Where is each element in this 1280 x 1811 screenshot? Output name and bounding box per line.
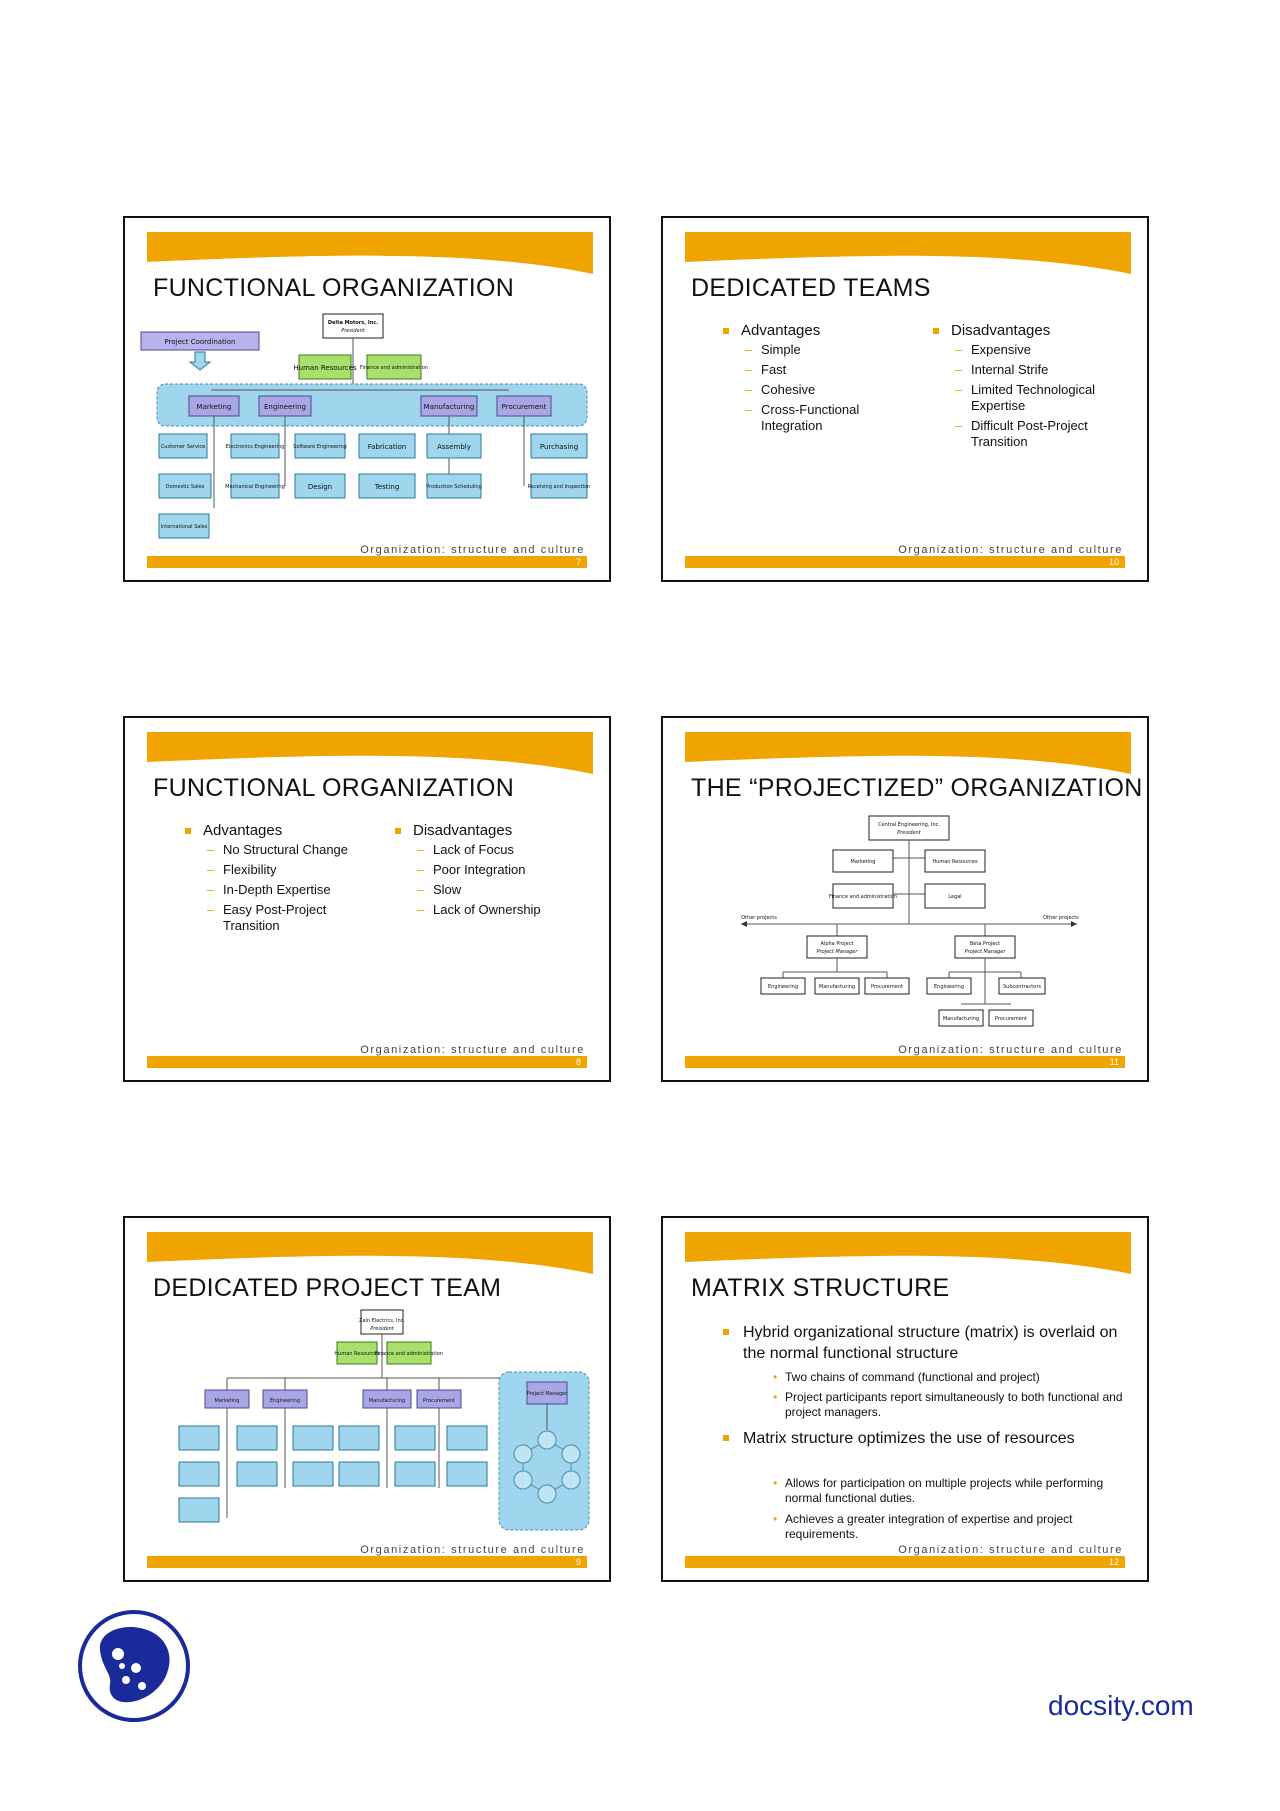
slide-11 [661, 716, 1149, 1082]
disadvantages-heading: Disadvantages [933, 322, 1133, 339]
slide-title: DEDICATED TEAMS [691, 274, 931, 302]
slide-title: DEDICATED PROJECT TEAM [153, 1274, 502, 1302]
unit-domestic-sales: Domestic Sales [165, 484, 205, 490]
other-projects-left: Other projects [741, 915, 777, 921]
alpha-project: Alpha Project [820, 941, 854, 947]
sub-bullet: • Project participants report simultaneously to both functional and project managers. [773, 1390, 1125, 1420]
unit-purchasing: Purchasing [539, 443, 579, 451]
disadvantage-item: – Difficult Post-Project Transition [933, 418, 1133, 450]
alpha-pm-role: Project Manager [816, 949, 858, 955]
org-chart [663, 718, 1149, 1082]
unit-receiving-inspection: Receiving and Inspection [527, 484, 591, 490]
beta-unit-engineering: Engineering [934, 984, 964, 990]
slide-footer: Organization: structure and culture [898, 1044, 1123, 1056]
dept-marketing: Marketing [214, 1398, 240, 1404]
slide-number: 8 [575, 1057, 581, 1067]
beta-unit-manufacturing: Manufacturing [942, 1016, 980, 1022]
slide-footer-bar [147, 1056, 587, 1068]
docsity-logo-icon [78, 1610, 190, 1722]
slide-7 [123, 216, 611, 582]
advantages-heading: Advantages [723, 322, 903, 339]
chart-president-role: President [370, 1326, 394, 1332]
team-member-boxes [179, 1408, 487, 1522]
org-chart [125, 218, 611, 582]
slide-title: MATRIX STRUCTURE [691, 1274, 950, 1302]
chart-staff-finance: Finance and administration [359, 365, 429, 371]
other-projects-right: Other projects [1043, 915, 1079, 921]
advantage-item: – Cross-Functional Integration [723, 402, 903, 434]
slide-footer-bar [685, 1556, 1125, 1568]
docsity-brand-text[interactable]: docsity.com [1048, 1690, 1194, 1721]
slide-footer-bar [147, 556, 587, 568]
chart-sub-units [159, 416, 590, 538]
staff-finance: Finance and administration [828, 894, 898, 900]
chart-president-role: President [341, 328, 365, 334]
dept-engineering: Engineering [270, 1398, 300, 1404]
sub-bullet: • Two chains of command (functional and project) [773, 1370, 1125, 1385]
dept-procurement: Procurement [501, 403, 547, 411]
advantages-column [185, 822, 375, 938]
slide-number: 10 [1108, 557, 1119, 567]
unit-software-engineering: Software Engineering [293, 444, 347, 450]
bullet-hybrid-structure: Hybrid organizational structure (matrix) is overlaid on the normal functional structure [723, 1322, 1133, 1364]
chart-president-role: President [897, 830, 921, 836]
disadvantages-heading: Disadvantages [395, 822, 595, 839]
advantage-item: – Cohesive [723, 382, 903, 398]
disadvantage-item: – Poor Integration [395, 862, 595, 878]
slide-8 [123, 716, 611, 1082]
disadvantage-item: – Slow [395, 882, 595, 898]
beta-pm-role: Project Manager [964, 949, 1006, 955]
disadvantages-column [395, 822, 595, 922]
dept-marketing: Marketing [196, 403, 232, 411]
advantage-item: – No Structural Change [185, 842, 375, 858]
slide-footer: Organization: structure and culture [898, 1544, 1123, 1556]
alpha-unit-manufacturing: Manufacturing [818, 984, 856, 990]
slide-title: THE “PROJECTIZED” ORGANIZATION [691, 774, 1143, 802]
alpha-unit-engineering: Engineering [768, 984, 798, 990]
slide-9 [123, 1216, 611, 1582]
slide-banner [685, 232, 1131, 280]
slide-footer: Organization: structure and culture [360, 1544, 585, 1556]
chart-pm: Project Manager [526, 1391, 568, 1397]
sub-bullet: • Allows for participation on multiple projects while performing normal functional duties. [773, 1476, 1125, 1506]
slide-number: 7 [575, 557, 581, 567]
advantages-heading: Advantages [185, 822, 375, 839]
advantages-column [723, 322, 903, 438]
advantage-item: – Easy Post-Project Transition [185, 902, 375, 934]
unit-mechanical-engineering: Mechanical Engineering [225, 484, 285, 490]
chart-president: Zain Electrics, Inc. [359, 1318, 405, 1324]
slide-number: 12 [1108, 1557, 1119, 1567]
chart-staff-hr: Human Resources [334, 1351, 380, 1357]
slide-footer: Organization: structure and culture [898, 544, 1123, 556]
unit-testing: Testing [374, 483, 400, 491]
unit-assembly: Assembly [437, 443, 471, 451]
unit-production-scheduling: Production Scheduling [426, 484, 482, 490]
advantage-item: – In-Depth Expertise [185, 882, 375, 898]
dept-procurement: Procurement [423, 1398, 455, 1404]
slide-number: 9 [575, 1557, 581, 1567]
dept-manufacturing: Manufacturing [368, 1398, 406, 1404]
staff-marketing: Marketing [850, 859, 876, 865]
slide-footer-bar [147, 1556, 587, 1568]
beta-unit-subcontractors: Subcontractors [1002, 984, 1042, 990]
beta-project: Beta Project [969, 941, 1001, 947]
bullet-matrix-optimizes: Matrix structure optimizes the use of resources [723, 1428, 1103, 1449]
slide-footer-bar [685, 556, 1125, 568]
disadvantages-column [933, 322, 1133, 454]
org-chart [125, 1218, 611, 1582]
disadvantage-item: – Lack of Focus [395, 842, 595, 858]
advantage-item: – Simple [723, 342, 903, 358]
chart-president: Central Engineering, Inc. [878, 822, 940, 828]
chart-staff-finance: Finance and administration [374, 1351, 444, 1357]
slide-number: 11 [1109, 1057, 1119, 1067]
dept-engineering: Engineering [264, 403, 306, 411]
slide-title: FUNCTIONAL ORGANIZATION [153, 774, 515, 802]
slide-footer-bar [685, 1056, 1125, 1068]
slide-banner [147, 732, 593, 780]
chart-departments [205, 1390, 461, 1408]
unit-customer-service: Customer Service [160, 444, 206, 450]
sub-bullet: • Achieves a greater integration of expertise and project requirements. [773, 1512, 1145, 1542]
disadvantage-item: – Lack of Ownership [395, 902, 595, 918]
beta-unit-procurement: Procurement [995, 1016, 1027, 1022]
chart-staff-hr: Human Resources [293, 364, 357, 372]
staff-legal: Legal [948, 894, 962, 900]
unit-fabrication: Fabrication [367, 443, 407, 451]
slide-title: FUNCTIONAL ORGANIZATION [153, 274, 515, 302]
disadvantage-item: – Internal Strife [933, 362, 1133, 378]
alpha-unit-procurement: Procurement [871, 984, 903, 990]
staff-hr: Human Resources [932, 859, 978, 865]
advantage-item: – Fast [723, 362, 903, 378]
unit-electronics-engineering: Electronics Engineering [225, 444, 285, 450]
dept-manufacturing: Manufacturing [423, 403, 475, 411]
chart-president: Delta Motors, Inc. [327, 320, 379, 326]
unit-international-sales: International Sales [160, 524, 208, 530]
advantage-item: – Flexibility [185, 862, 375, 878]
chart-coordination: Project Coordination [164, 338, 236, 346]
slide-12 [661, 1216, 1149, 1582]
slide-footer: Organization: structure and culture [360, 1044, 585, 1056]
slide-footer: Organization: structure and culture [360, 544, 585, 556]
unit-design: Design [307, 483, 333, 491]
disadvantage-item: – Limited Technological Expertise [933, 382, 1133, 414]
disadvantage-item: – Expensive [933, 342, 1133, 358]
slide-banner [685, 1232, 1131, 1280]
slide-10 [661, 216, 1149, 582]
